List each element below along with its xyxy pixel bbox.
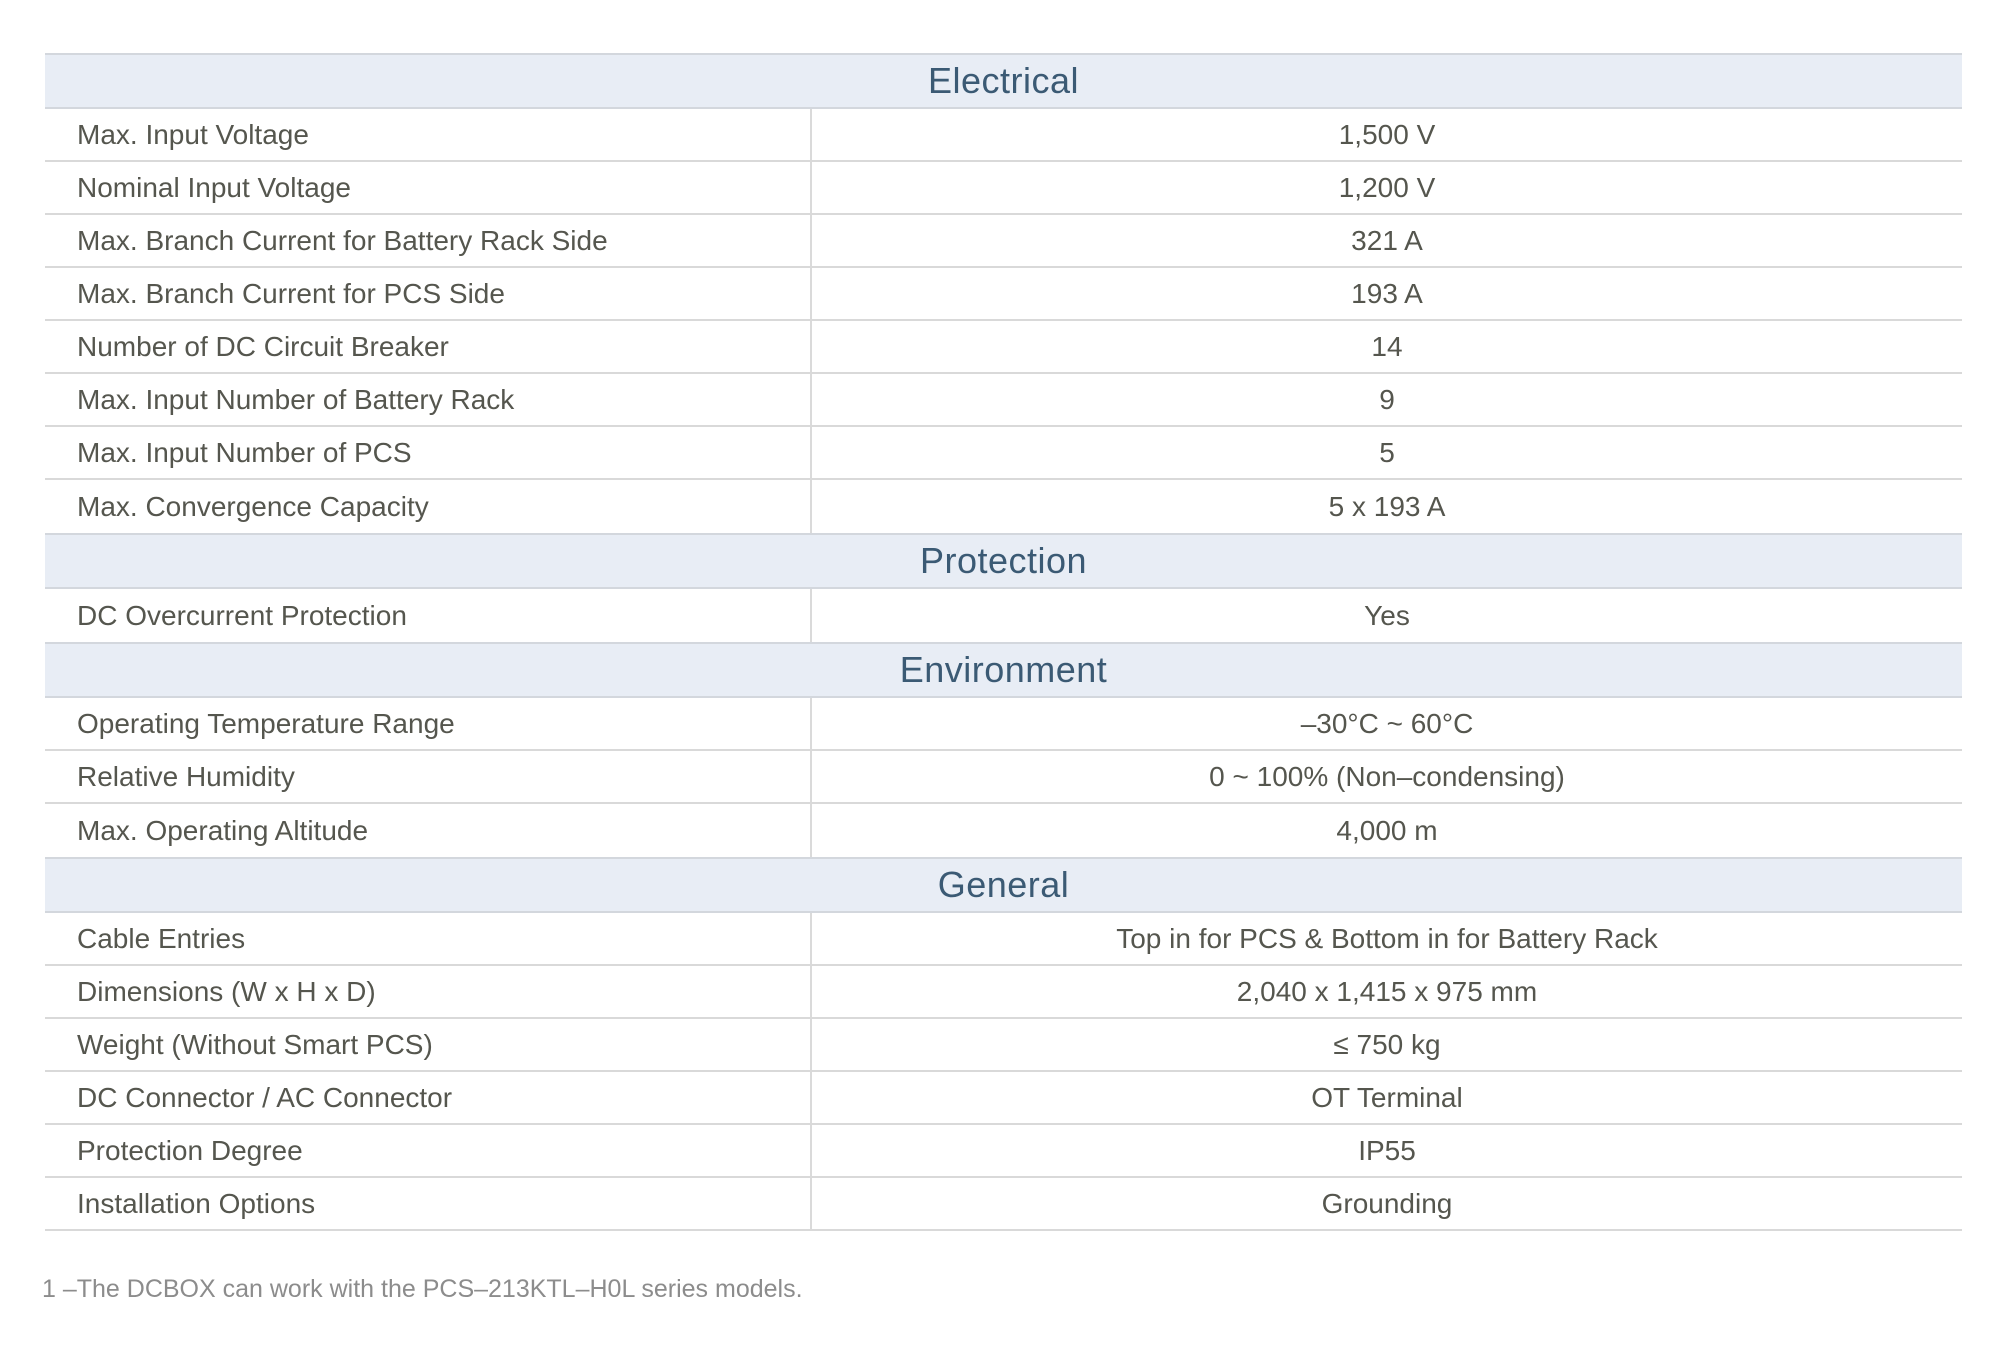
row-value: 321 A	[1351, 224, 1423, 256]
table-row	[45, 268, 1962, 321]
row-value: –30°C ~ 60°C	[1300, 707, 1474, 739]
table-row	[45, 321, 1962, 374]
row-label: Max. Convergence Capacity	[45, 480, 812, 533]
row-label: Max. Operating Altitude	[45, 804, 812, 857]
row-value: 9	[1379, 383, 1395, 415]
row-label: Relative Humidity	[45, 751, 812, 802]
table-row	[45, 109, 1962, 162]
table-row	[45, 966, 1962, 1019]
section-title: Electrical	[45, 53, 1962, 109]
row-value: Grounding	[1321, 1187, 1453, 1219]
row-value: 2,040 x 1,415 x 975 mm	[1236, 975, 1538, 1007]
row-value: 1,200 V	[1338, 171, 1436, 203]
row-label: Dimensions (W x H x D)	[45, 966, 812, 1017]
row-value: Yes	[1364, 599, 1410, 631]
table-row	[45, 913, 1962, 966]
row-label: DC Connector / AC Connector	[45, 1072, 812, 1123]
row-label: DC Overcurrent Protection	[45, 589, 812, 642]
row-label: Weight (Without Smart PCS)	[45, 1019, 812, 1070]
section-electrical	[45, 53, 1962, 533]
row-value: 193 A	[1351, 277, 1423, 309]
row-label: Max. Branch Current for Battery Rack Side	[45, 215, 812, 266]
section-title: Protection	[45, 533, 1962, 589]
table-row	[45, 427, 1962, 480]
table-row	[45, 589, 1962, 642]
row-label: Max. Input Number of PCS	[45, 427, 812, 478]
row-value: 5 x 193 A	[1328, 490, 1446, 522]
row-label: Nominal Input Voltage	[45, 162, 812, 213]
section-environment	[45, 642, 1962, 857]
section-title: Environment	[45, 642, 1962, 698]
table-row	[45, 1178, 1962, 1231]
table-row	[45, 751, 1962, 804]
row-label: Installation Options	[45, 1178, 812, 1229]
row-label: Max. Branch Current for PCS Side	[45, 268, 812, 319]
row-label: Operating Temperature Range	[45, 698, 812, 749]
row-label: Max. Input Voltage	[45, 109, 812, 160]
row-value: IP55	[1358, 1134, 1416, 1166]
table-row	[45, 804, 1962, 857]
row-value: 1,500 V	[1338, 118, 1436, 150]
section-protection	[45, 533, 1962, 642]
row-value: 14	[1371, 330, 1403, 362]
row-label: Protection Degree	[45, 1125, 812, 1176]
row-label: Max. Input Number of Battery Rack	[45, 374, 812, 425]
table-row	[45, 215, 1962, 268]
row-label: Cable Entries	[45, 913, 812, 964]
table-row	[45, 1072, 1962, 1125]
footnote: 1 –The DCBOX can work with the PCS–213KTL–H0L series models.	[42, 1275, 803, 1303]
row-value: 5	[1379, 436, 1395, 468]
table-row	[45, 162, 1962, 215]
row-value: ≤ 750 kg	[1333, 1028, 1441, 1060]
row-value: 0 ~ 100% (Non–condensing)	[1209, 760, 1565, 792]
table-row	[45, 374, 1962, 427]
row-label: Number of DC Circuit Breaker	[45, 321, 812, 372]
table-row	[45, 698, 1962, 751]
row-value: 4,000 m	[1336, 814, 1438, 846]
row-value: OT Terminal	[1311, 1081, 1463, 1113]
table-row	[45, 1019, 1962, 1072]
section-title: General	[45, 857, 1962, 913]
spec-table	[45, 53, 1962, 1231]
row-value: Top in for PCS & Bottom in for Battery Rack	[1116, 922, 1658, 954]
table-row	[45, 1125, 1962, 1178]
section-general	[45, 857, 1962, 1231]
table-row	[45, 480, 1962, 533]
